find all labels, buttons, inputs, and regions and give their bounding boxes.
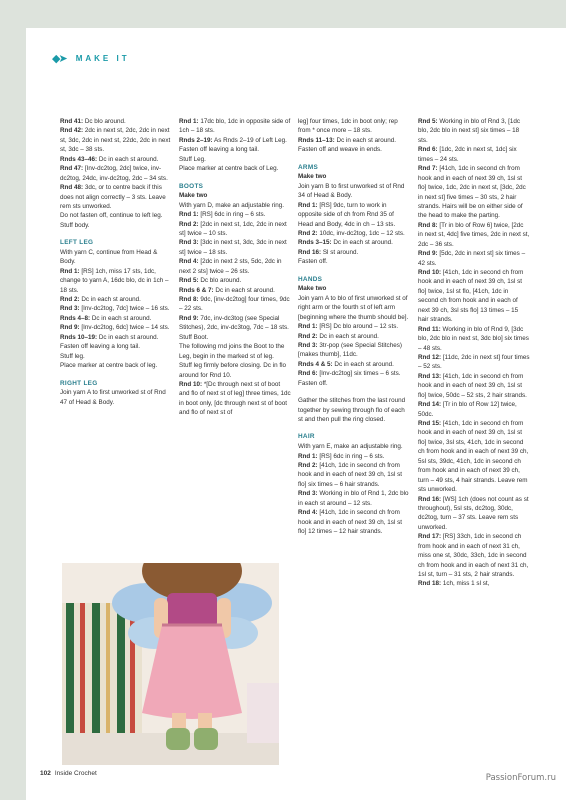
pattern-line: Rnd 14: [Tr in blo of Row 12] twice, 50dc.	[418, 401, 517, 418]
pattern-line: Rnd 5: Working in blo of Rnd 3, [1dc blo, 2dc blo in next st] six times – 18 sts.	[418, 118, 521, 144]
pattern-line: Rnd 13: [41ch, 1dc in second ch from hook and in each of next 39 ch, 1sl st flo] twice, 50dc – 52 sts, 2 hair strands.	[418, 372, 527, 399]
text-column-2	[179, 117, 291, 418]
pattern-line: Rnd 1: [RS] Dc blo around – 12 sts.	[298, 323, 399, 331]
pattern-line: Rnd 1: 17dc blo, 1dc in opposite side of 1ch – 18 sts.	[179, 118, 291, 135]
pattern-line: Rnd 3: Working in blo of Rnd 1, 2dc blo in each st around – 12 sts.	[298, 490, 409, 507]
doll-photo	[62, 563, 279, 765]
pattern-line: Rnd 7: [41ch, 1dc in second ch from hook and in each of next 39 ch, 1sl st flo] twice, 1dc, 2dc in next st, [3dc, 2dc in next st] five times – 30 sts, 2 hair strands. Hairs will be on either side of the head to make the parting.	[418, 165, 526, 220]
pattern-line: Rnd 15: [41ch, 1dc in second ch from hook and in each of next 39 ch, 1sl st flo] twice, 3sl sts, 41ch, 1dc in second ch from hook and in each of next 39 ch, 5sl sts, 39dc, 41ch, 1dc in second ch from hook and in each of next 39 ch, turn – 49 sts, 4 hair strands. Leave rem sts unworked.	[418, 420, 529, 494]
pattern-line: Rnd 2: Dc in each st around.	[298, 332, 379, 340]
pattern-line: Rnd 9: [5dc, 2dc in next st] six times – 42 sts.	[418, 250, 526, 267]
pattern-line: Rnds 43–46: Dc in each st around.	[60, 155, 159, 163]
pattern-line: Rnd 48: 3dc, or to centre back if this does not align correctly – 3 sts. Leave rem sts unworked.	[60, 184, 166, 210]
pattern-line: Rnd 8: [Tr in blo of Row 6] twice, [2dc in next st, 4dc] five times, 2dc in next st, 2dc – 36 sts.	[418, 221, 530, 248]
paragraph-gap	[298, 388, 410, 396]
pattern-line: Rnd 9: [Inv-dc2tog, 6dc] twice – 14 sts.	[60, 324, 170, 332]
pattern-line: Rnds 10–19: Dc in each st around.	[60, 333, 159, 341]
pattern-line: Fasten off leaving a long tail.	[60, 343, 141, 351]
pattern-line: Rnd 16: Sl st around.	[298, 248, 359, 256]
pattern-line: The following rnd joins the Boot to the Leg, begin in the marked st of leg.	[179, 343, 285, 360]
paragraph-gap	[298, 267, 410, 275]
paragraph-gap	[60, 371, 172, 379]
pattern-line: Join yarn B to first unworked st of Rnd 34 of Head & Body.	[298, 182, 405, 200]
pattern-line: Rnd 5: Dc blo around.	[179, 277, 242, 285]
pattern-line: Join yarn A to blo of first unworked st of right arm or the fourth st of left arm [beginning where the thumb should be].	[298, 294, 409, 321]
pattern-line: Stuff Leg.	[179, 155, 206, 163]
watermark: PassionForum.ru	[485, 773, 556, 783]
pattern-line: Rnd 2: [41ch, 1dc in second ch from hook and in each of next 39 ch, 1sl st flo] six times – 6 hair strands.	[298, 461, 402, 488]
section-heading: RIGHT LEG	[60, 379, 98, 387]
text-column-3	[298, 117, 410, 536]
pattern-line: Rnd 9: 7dc, inv-dc3tog (see Special Stitches), 2dc, inv-dc3tog, 7dc – 18 sts.	[179, 314, 289, 332]
make-count: Make two	[298, 285, 327, 293]
pattern-line: Rnd 11: Working in blo of Rnd 9, [3dc blo, 2dc blo in next st, 3dc blo] six times – 48 sts.	[418, 325, 529, 352]
pattern-line: Rnd 4: [2dc in next 2 sts, 5dc, 2dc in next 2 sts] twice – 26 sts.	[179, 258, 282, 275]
pattern-line: Rnd 4: [41ch, 1dc in second ch from hook and in each of next 39 ch, 1sl st flo] 12 times – 12 hair strands.	[298, 509, 402, 536]
pattern-line: With yarn E, make an adjustable ring.	[298, 443, 403, 451]
section-heading: HANDS	[298, 275, 323, 283]
pattern-line: Rnd 1: [RS] 6dc in ring – 6 sts.	[298, 452, 385, 460]
pattern-line: Stuff leg firmly before closing. Dc in flo around for Rnd 10.	[179, 362, 286, 379]
pattern-line: Rnd 12: [11dc, 2dc in next st] four times – 52 sts.	[418, 353, 530, 371]
pattern-line: Place marker at centre back of Leg.	[179, 165, 279, 173]
paragraph-gap	[298, 155, 410, 163]
pattern-line: Place marker at centre back of leg.	[60, 362, 158, 370]
pattern-line: Fasten off.	[298, 258, 328, 266]
pattern-line: Rnd 17: [RS] 33ch, 1dc in second ch from hook and in each of next 31 ch, miss one st, 30dc, 33ch, 1dc in second ch from hook and in each of next 31 ch, 1sl st, turn – 31 sts, 2 hair strands.	[418, 533, 529, 578]
paragraph-gap	[60, 230, 172, 238]
pattern-line: With yarn D, make an adjustable ring.	[179, 201, 284, 209]
pattern-line: Rnds 4 & 5: Dc in each st around.	[298, 360, 394, 368]
yarn-arrow-icon: ◆➤	[52, 53, 66, 65]
paragraph-gap	[179, 174, 291, 182]
pattern-line: Fasten off leaving a long tail.	[179, 146, 260, 154]
magazine-name: Inside Crochet	[54, 770, 97, 777]
pattern-line: Fasten off.	[298, 379, 328, 387]
pattern-line: Rnd 3: 3tr-pop (see Special Stitches) [makes thumb], 11dc.	[298, 341, 402, 359]
pattern-line: Rnd 8: 9dc, [inv-dc2tog] four times, 9dc – 22 sts.	[179, 296, 290, 313]
pattern-line: Rnds 4–8: Dc in each st around.	[60, 314, 152, 322]
pattern-line: Rnd 3: [Inv-dc2tog, 7dc] twice – 16 sts.	[60, 305, 170, 313]
pattern-line: Rnd 10: *[Dc through next st of boot and flo of next st of leg] three times, 1dc in boot only, [dc through next st of boot and flo of next st of	[179, 380, 291, 417]
pattern-line: Rnd 3: [3dc in next st, 3dc, 3dc in next st] twice – 18 sts.	[179, 239, 287, 256]
pattern-line: Rnd 1: [RS] 9dc, turn to work in opposite side of ch from Rnd 35 of Head and Body, 4dc in ch – 13 sts.	[298, 201, 396, 228]
pattern-line: Fasten off and weave in ends.	[298, 146, 382, 154]
pattern-line: Rnds 11–13: Dc in each st around.	[298, 136, 397, 144]
pattern-line: Rnd 47: [Inv-dc2tog, 2dc] twice, inv-dc2tog, 24dc, inv-dc2tog, 2dc – 34 sts.	[60, 165, 168, 182]
pattern-line: Rnd 42: 2dc in next st, 2dc, 2dc in next st, 3dc, 2dc in next st, 22dc, 2dc in next st, 3dc – 38 sts.	[60, 127, 171, 154]
section-heading: ARMS	[298, 163, 319, 171]
pattern-line: Stuff Boot.	[179, 333, 209, 341]
pattern-line: Rnds 3–15: Dc in each st around.	[298, 239, 393, 247]
pattern-line: Rnd 41: Dc blo around.	[60, 118, 126, 125]
pattern-line: Stuff body.	[60, 221, 90, 229]
section-label: MAKE IT	[75, 54, 130, 63]
pattern-line: Do not fasten off, continue to left leg.	[60, 212, 163, 220]
section-heading: BOOTS	[179, 182, 204, 190]
page-number: 102	[40, 770, 51, 777]
pattern-line: Rnd 6: [Inv-dc2tog] six times – 6 sts.	[298, 370, 401, 378]
section-header	[52, 52, 130, 65]
text-column-4	[418, 117, 530, 589]
make-count: Make two	[298, 173, 327, 181]
pattern-line: Rnd 16: [WS] 1ch (does not count as st throughout), 5sl sts, dc2tog, 30dc, dc2tog, turn – 37 sts. Leave rem sts unworked.	[418, 495, 529, 531]
pattern-line: Rnd 6: [1dc, 2dc in next st, 1dc] six times – 24 sts.	[418, 146, 517, 163]
make-count: Make two	[179, 192, 208, 200]
pattern-line: With yarn C, continue from Head & Body.	[60, 248, 158, 266]
pattern-line: Gather the stitches from the last round together by sewing through flo of each st and then pull the ring closed.	[298, 397, 406, 424]
pattern-line: Rnd 1: [RS] 6dc in ring – 6 sts.	[179, 211, 266, 219]
pattern-line: Rnd 2: [2dc in next st, 1dc, 2dc in next st] twice – 10 sts.	[179, 220, 287, 237]
pattern-line: Stuff leg.	[60, 352, 85, 360]
pattern-line: Rnd 10: [41ch, 1dc in second ch from hook and in each of next 39 ch, 1sl st flo] twice, 1sl st flo, [41ch, 1dc in second ch from hook and in each of next 39 ch, 3sl sts flo] 13 times – 15 hair strands.	[418, 269, 524, 324]
paragraph-gap	[298, 424, 410, 432]
pattern-line: leg] four times, 1dc in boot only; rep from * once more – 18 sts.	[298, 118, 398, 135]
page-footer	[40, 770, 97, 777]
section-heading: LEFT LEG	[60, 239, 94, 247]
pattern-line: Rnds 6 & 7: Dc in each st around.	[179, 286, 275, 294]
pattern-line: Rnds 2–19: As Rnds 2–19 of Left Leg.	[179, 136, 287, 144]
pattern-line: Rnd 2: 10dc, inv-dc2tog, 1dc – 12 sts.	[298, 229, 405, 237]
pattern-line: Rnd 1: [RS] 1ch, miss 17 sts, 1dc, change to yarn A, 16dc blo, dc in 1ch – 18 sts.	[60, 267, 169, 294]
text-column-1	[60, 117, 172, 407]
pattern-line: Join yarn A to first unworked st of Rnd 47 of Head & Body.	[60, 389, 166, 406]
pattern-line: Rnd 18: 1ch, miss 1 sl st,	[418, 580, 490, 588]
section-heading: HAIR	[298, 433, 315, 441]
pattern-line: Rnd 2: Dc in each st around.	[60, 296, 141, 304]
